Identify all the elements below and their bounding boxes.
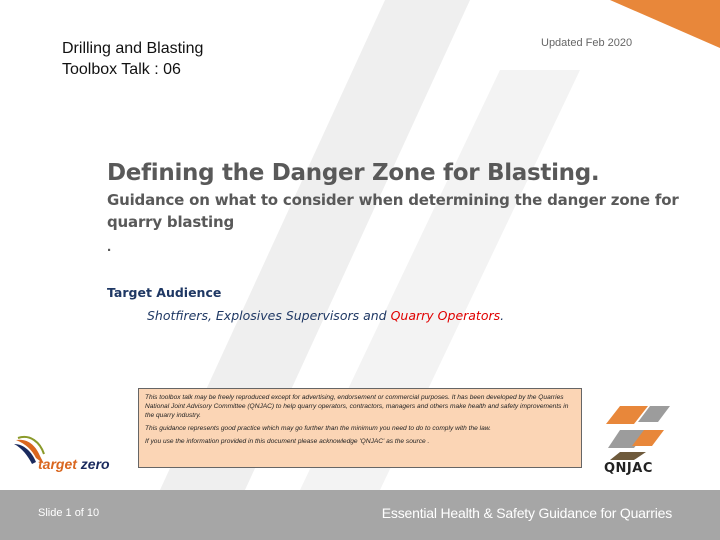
page-title: Defining the Danger Zone for Blasting. (107, 160, 600, 186)
audience-highlight: Quarry Operators (390, 308, 501, 323)
toolbox-title (62, 38, 203, 80)
subtitle-dot: . (107, 238, 112, 255)
toolbox-title-line2: Toolbox Talk : 06 (62, 61, 181, 78)
updated-date: Updated Feb 2020 (541, 37, 633, 49)
slide-number: Slide 1 of 10 (38, 507, 100, 519)
target-zero-word1: target (38, 456, 77, 472)
audience-suffix: . (500, 308, 505, 323)
audience-heading: Target Audience (107, 285, 222, 300)
footer-bar (0, 490, 720, 540)
target-zero-logo-icon (10, 430, 130, 480)
audience-prefix: Shotfirers, Explosives Supervisors and (147, 308, 391, 323)
audience-description (147, 308, 504, 323)
footer-tagline: Essential Health & Safety Guidance for Quarries (381, 505, 672, 521)
target-zero-logo-text (38, 456, 110, 472)
reproduction-notice (138, 388, 582, 468)
target-zero-word2: zero (80, 456, 110, 472)
qnjac-logo-text: QNJAC (604, 461, 653, 476)
page-subtitle: Guidance on what to consider when determining the danger zone for quarry blasting (107, 191, 679, 231)
notice-paragraph-1: This toolbox talk may be freely reproduced except for advertising, endorsement or commercial purposes. It has been developed by the Quarries National Joint Advisory Committee (QNJAC) to help quarry operators, contractors, managers and others make health and safety improvements in the quarry industry. (145, 394, 569, 419)
notice-paragraph-2: This guidance represents good practice which may go further than the minimum you need to do to comply with the law. (145, 425, 491, 432)
notice-paragraph-3: If you use the information provided in this document please acknowledge 'QNJAC' as the source . (145, 438, 430, 445)
toolbox-title-line1: Drilling and Blasting (62, 40, 204, 57)
